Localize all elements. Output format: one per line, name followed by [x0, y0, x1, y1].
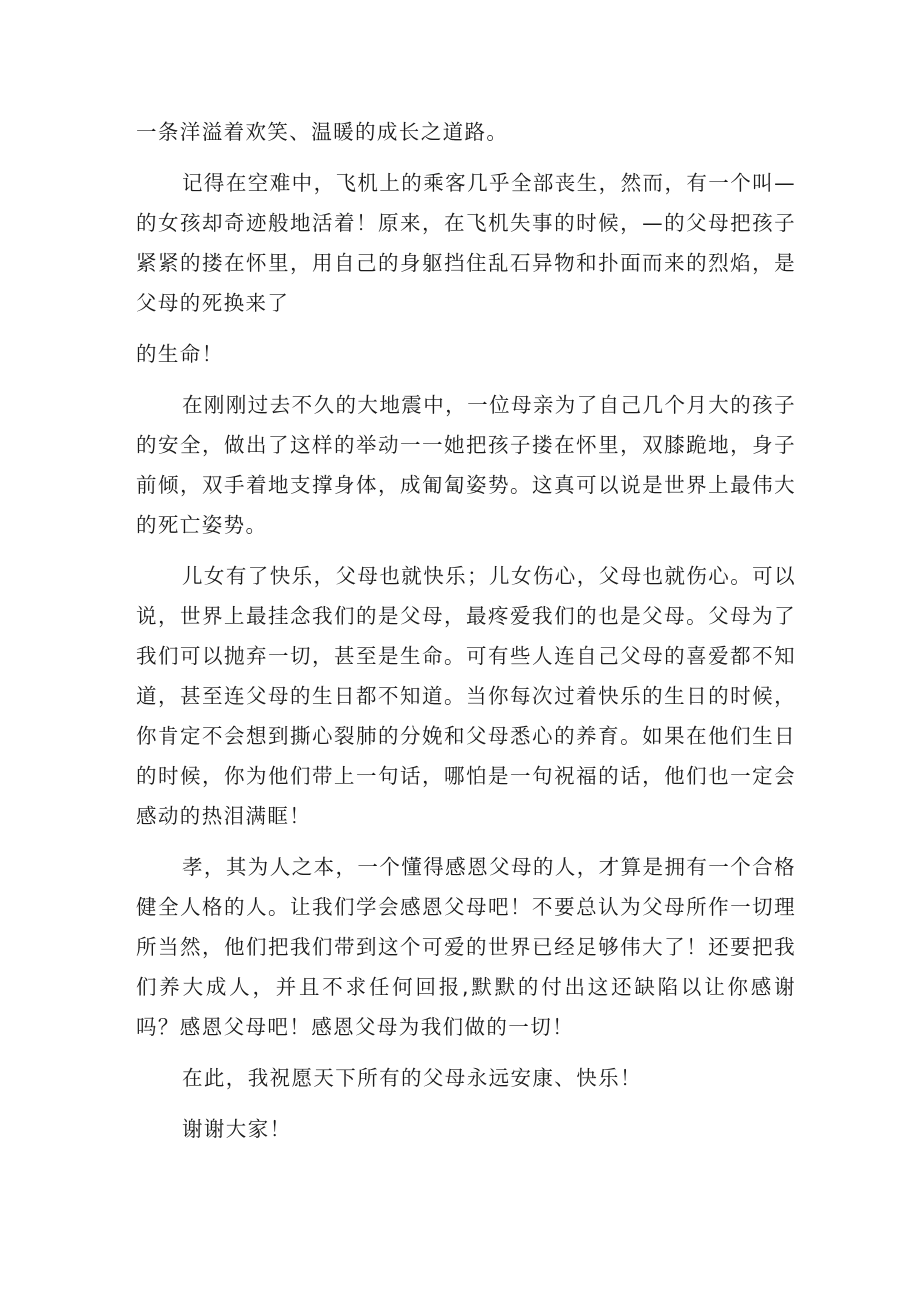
paragraph-1: 一条洋溢着欢笑、温暖的成长之道路。 [136, 120, 509, 144]
paragraph-8: 谢谢大家！ [182, 1117, 292, 1141]
paragraph-5: 儿女有了快乐，父母也就快乐；儿女伤心，父母也就伤心。可以说，世界上最挂念我们的是父母，最疼爱我们的也是父母。父母为了我们可以抛弃一切，甚至是生命。可有些人连自己父母的喜爱都不知道，甚至连父母的生日都不知道。当你每次过着快乐的生日的时候，你肯定不会想到撕心裂肺的分娩和父母悉心的养育。如果在他们生日的时候，你为他们带上一句话，哪怕是一句祝福的话，他们也一定会感动的热泪满眶！ [136, 564, 796, 828]
paragraph-6: 孝，其为人之本，一个懂得感恩父母的人，才算是拥有一个合格健全人格的人。让我们学会感恩父母吧！不要总认为父母所作一切理所当然，他们把我们带到这个可爱的世界已经足够伟大了！还要把我们养大成人，并且不求任何回报,默默的付出这还缺陷以让你感谢吗？感恩父母吧！感恩父母为我们做的一切！ [136, 855, 796, 1039]
paragraph-4: 在刚刚过去不久的大地震中，一位母亲为了自己几个月大的孩子的安全，做出了这样的举动一一她把孩子搂在怀里，双膝跪地，身子前倾，双手着地支撑身体，成匍匐姿势。这真可以说是世界上最伟大的死亡姿势。 [136, 393, 796, 537]
speech-body [136, 112, 796, 1160]
paragraph-3: 的生命！ [136, 342, 224, 366]
paragraph-2: 记得在空难中，飞机上的乘客几乎全部丧生，然而，有一个叫—的女孩却奇迹般地活着！原来，在飞机失事的时候，—的父母把孩子紧紧的搂在怀里，用自己的身躯挡住乱石异物和扑面而来的烈焰，是父母的死换来了 [136, 171, 796, 315]
paragraph-7: 在此，我祝愿天下所有的父母永远安康、快乐！ [182, 1066, 642, 1090]
